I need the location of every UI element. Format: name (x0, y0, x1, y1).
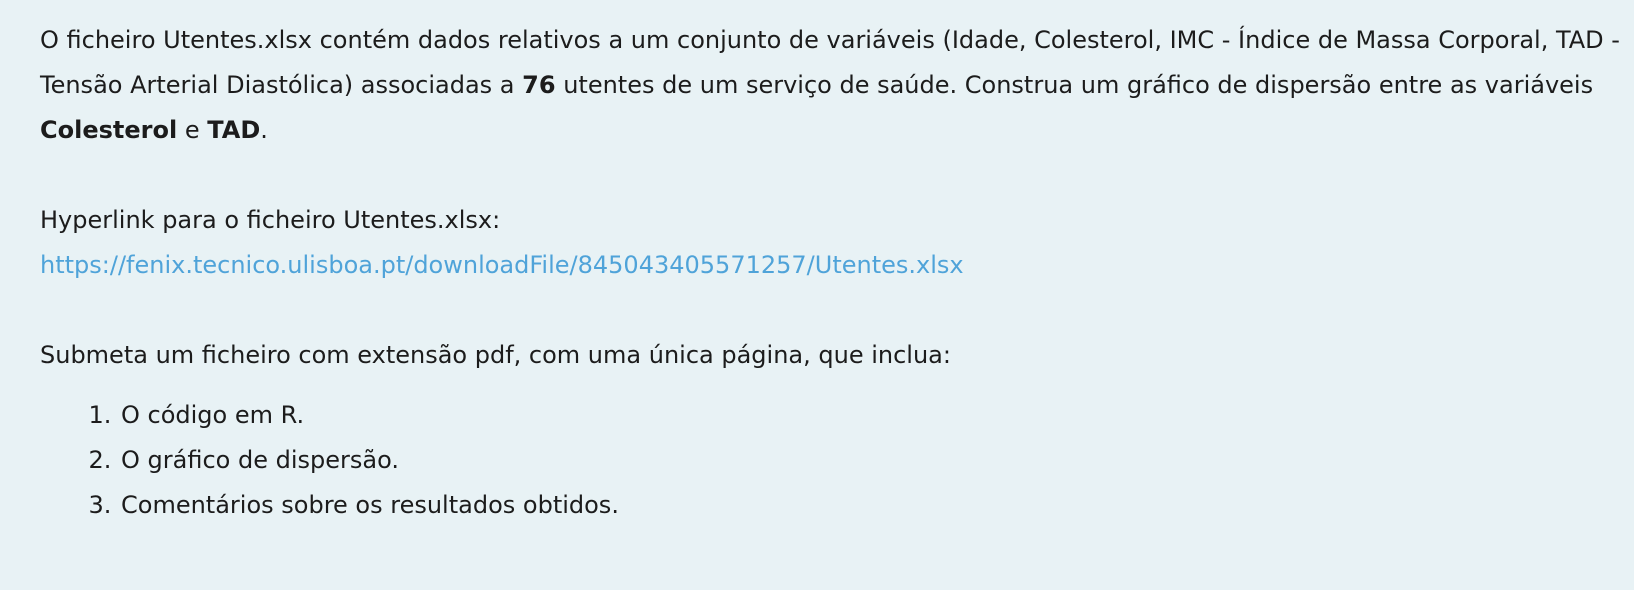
intro-text-1: O ficheiro Utentes.xlsx contém dados relativos a um conjunto de variáveis (Idade, Colesterol, IMC - Índice de Massa Corporal, TAD - Tensão Arterial Diastólica) associadas a (40, 26, 1620, 99)
hyperlink-label: Hyperlink para o ficheiro Utentes.xlsx: (40, 206, 501, 234)
assignment-content (40, 18, 1620, 528)
hyperlink-paragraph (40, 243, 1620, 288)
intro-paragraph (40, 18, 1620, 153)
list-item: 3. Comentários sobre os resultados obtidos. (119, 483, 1620, 528)
intro-text-3: e (177, 116, 208, 144)
variable-tad: TAD (207, 116, 261, 144)
list-item: 2. O gráfico de dispersão. (119, 438, 1620, 483)
intro-text-2: utentes de um serviço de saúde. Construa um gráfico de dispersão entre as variáveis (555, 71, 1594, 99)
download-link[interactable]: https://fenix.tecnico.ulisboa.pt/downloadFile/845043405571257/Utentes.xlsx (40, 251, 964, 279)
patient-count: 76 (522, 71, 556, 99)
list-item: 1. O código em R. (119, 393, 1620, 438)
intro-text-4: . (260, 116, 268, 144)
variable-colesterol: Colesterol (40, 116, 178, 144)
requirements-list (40, 393, 1620, 528)
submission-instruction: Submeta um ficheiro com extensão pdf, com uma única página, que inclua: (40, 341, 951, 369)
